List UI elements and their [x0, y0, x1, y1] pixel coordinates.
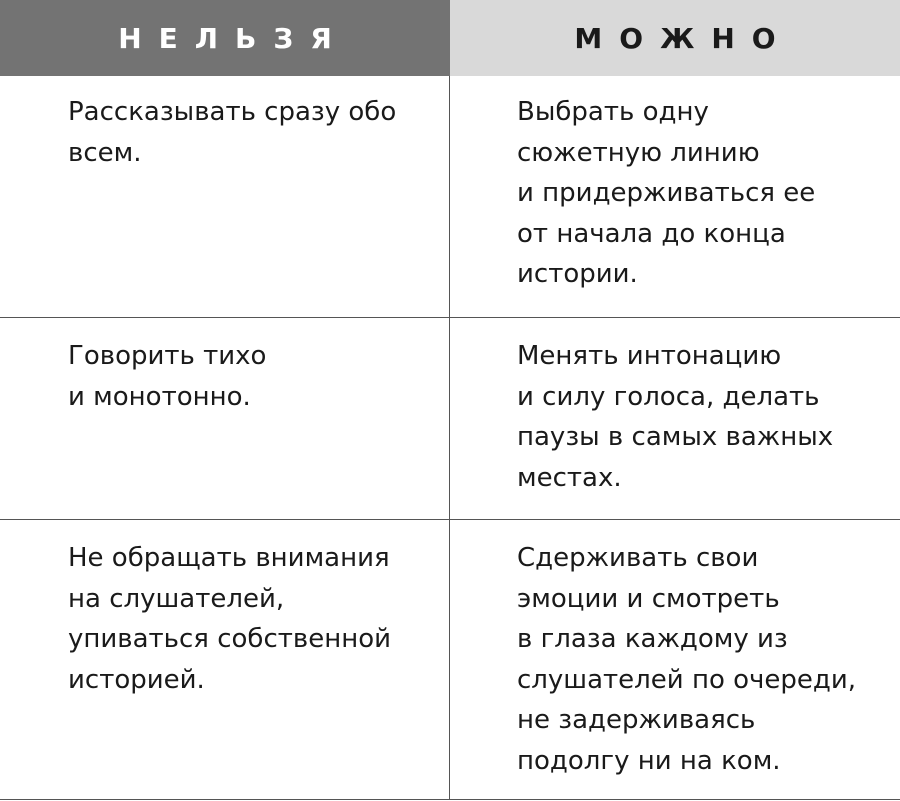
do-cell: Выбрать одну сюжетную линию и придерживаться ее от начала до конца истории.	[517, 97, 816, 289]
do-cell: Сдерживать свои эмоции и смотреть в глаза каждому из слушателей по очереди, не задерживаясь подолгу ни на ком.	[517, 543, 857, 776]
header-dont-label: НЕЛЬЗЯ	[118, 21, 349, 55]
table-row	[0, 318, 900, 520]
dont-cell: Говорить тихо и монотонно.	[0, 318, 450, 519]
table-header	[0, 0, 900, 76]
header-do	[450, 0, 900, 76]
table-row	[0, 520, 900, 800]
header-dont	[0, 0, 450, 76]
table-row	[0, 76, 900, 318]
dont-cell: Рассказывать сразу обо всем.	[0, 76, 450, 317]
dont-cell: Не обращать внимания на слушателей, упиваться собственной историей.	[0, 520, 450, 799]
header-do-label: МОЖНО	[574, 21, 793, 55]
do-cell: Менять интонацию и силу голоса, делать паузы в самых важных местах.	[517, 341, 834, 493]
